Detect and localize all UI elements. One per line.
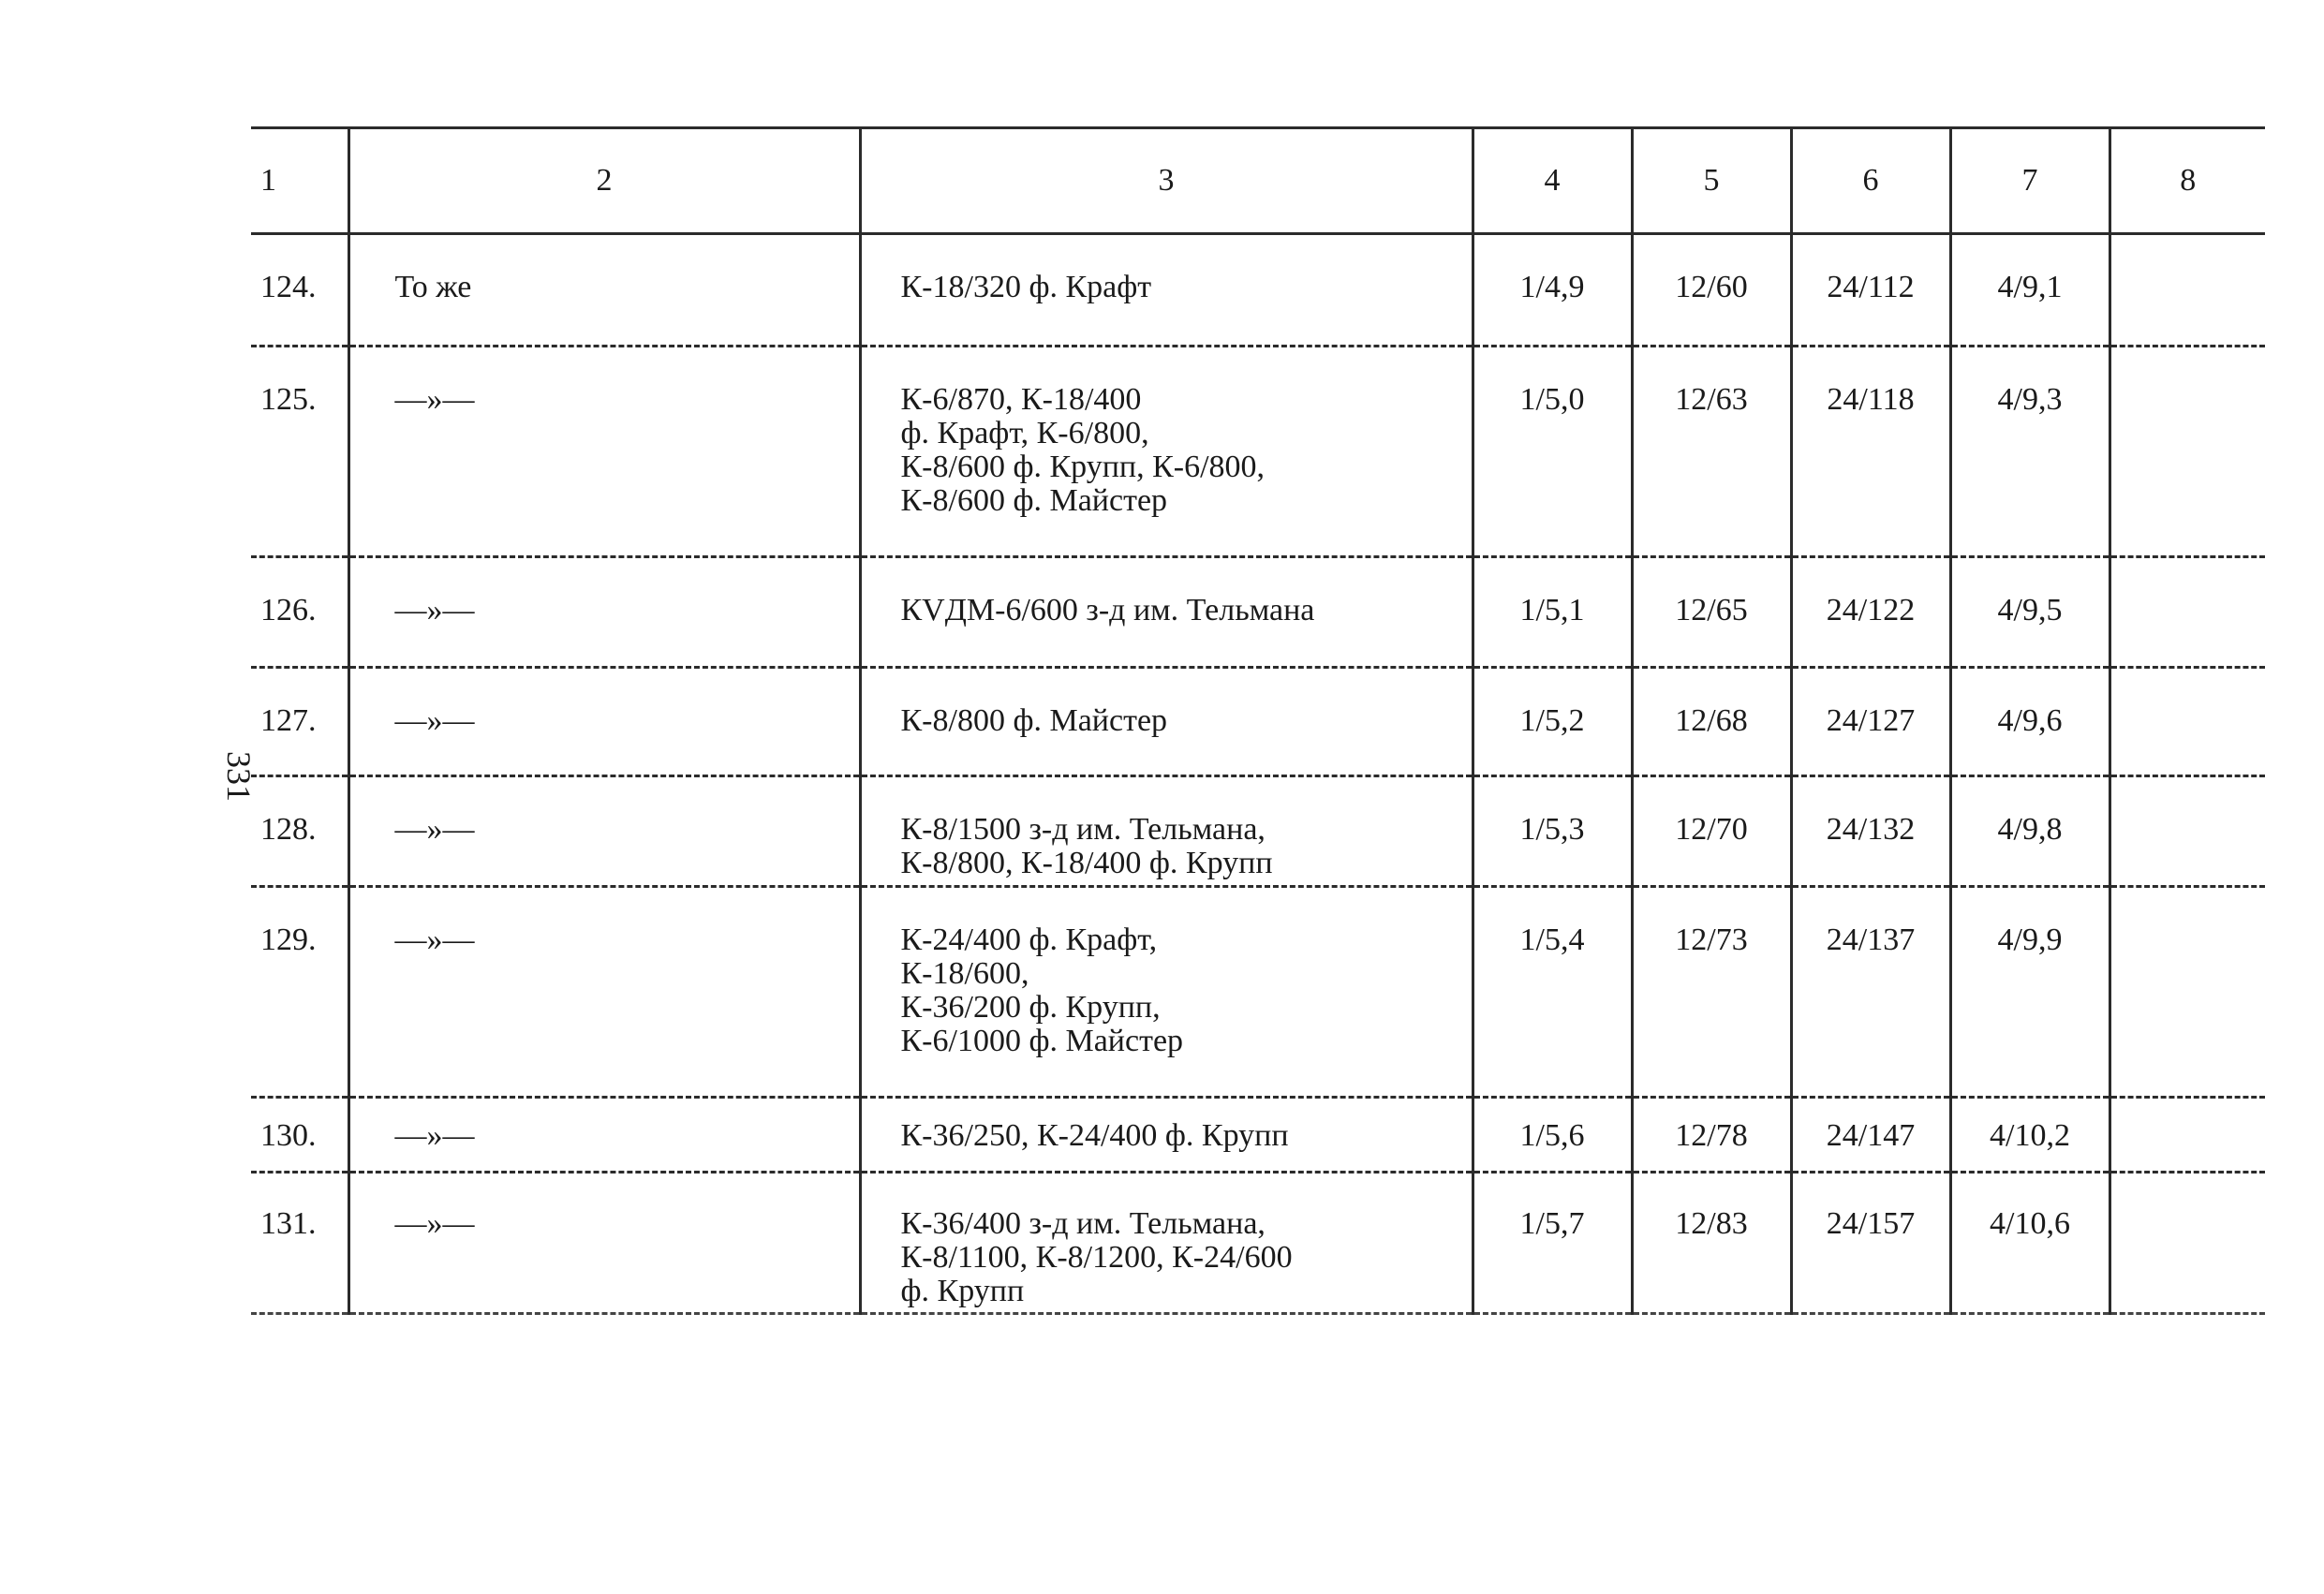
row-col-4: 1/5,1 (1519, 593, 1585, 627)
row-number: 128. (260, 812, 317, 847)
column-header-6: 6 (1791, 128, 1950, 234)
column-header-5: 5 (1632, 128, 1791, 234)
row-number: 130. (260, 1118, 317, 1153)
row-equipment: К-18/320 ф. Крафт (900, 270, 1152, 304)
row-col-8 (2111, 1173, 2266, 1207)
row-number: 126. (260, 593, 317, 627)
table-row (251, 887, 2265, 1098)
row-col-8 (2111, 235, 2266, 306)
row-col-7: 4/9,9 (1997, 922, 2063, 957)
row-col-7: 4/9,8 (1997, 812, 2063, 847)
table-row (251, 1098, 2265, 1173)
row-col-4: 1/5,7 (1519, 1206, 1585, 1241)
row-name: —»— (394, 922, 475, 957)
column-header-2: 2 (348, 128, 860, 234)
row-number: 129. (260, 922, 317, 957)
row-equipment: К-6/870, К-18/400 ф. Крафт, К-6/800, К-8/600 ф. Крупп, К-6/800, К-8/600 ф. Майстер (900, 382, 1266, 518)
row-col-8 (2111, 888, 2266, 959)
table-row (251, 557, 2265, 668)
page-number: 331 (220, 751, 258, 802)
row-equipment: К-36/250, К-24/400 ф. Крупп (900, 1118, 1289, 1153)
row-col-6: 24/122 (1826, 593, 1916, 627)
row-col-4: 1/5,6 (1519, 1118, 1585, 1153)
row-name: —»— (394, 593, 475, 627)
equipment-table (251, 126, 2265, 1315)
row-equipment: К-8/1500 з-д им. Тельмана, К-8/800, К-18/400 ф. Крупп (900, 812, 1273, 880)
row-col-5: 12/78 (1675, 1118, 1748, 1153)
row-col-4: 1/4,9 (1519, 270, 1585, 304)
row-col-6: 24/132 (1826, 812, 1916, 847)
header-row (251, 128, 2265, 234)
row-col-7: 4/9,3 (1997, 382, 2063, 417)
row-col-8 (2111, 777, 2266, 849)
row-col-5: 12/63 (1675, 382, 1748, 417)
row-col-8 (2111, 558, 2266, 629)
column-header-1: 1 (251, 128, 348, 234)
row-name: —»— (394, 1118, 475, 1153)
row-col-7: 4/9,6 (1997, 703, 2063, 738)
row-col-6: 24/118 (1827, 382, 1915, 417)
table-row (251, 234, 2265, 347)
row-col-4: 1/5,2 (1519, 703, 1585, 738)
row-name: —»— (394, 1206, 475, 1241)
row-col-7: 4/10,6 (1990, 1206, 2070, 1241)
column-header-3: 3 (860, 128, 1473, 234)
row-col-5: 12/73 (1675, 922, 1748, 957)
row-col-7: 4/9,5 (1997, 593, 2063, 627)
row-col-5: 12/65 (1675, 593, 1748, 627)
row-col-5: 12/60 (1675, 270, 1748, 304)
row-col-8 (2111, 669, 2266, 740)
row-name: —»— (394, 812, 475, 847)
table-row (251, 668, 2265, 776)
row-equipment: КVДМ-6/600 з-д им. Тельмана (900, 593, 1315, 627)
row-name: —»— (394, 703, 475, 738)
column-header-8: 8 (2109, 128, 2265, 234)
row-number: 124. (260, 270, 317, 304)
row-col-7: 4/10,2 (1990, 1118, 2070, 1153)
row-col-6: 24/137 (1826, 922, 1916, 957)
table-row (251, 1173, 2265, 1314)
row-col-8 (2111, 1099, 2266, 1119)
row-col-4: 1/5,4 (1519, 922, 1585, 957)
row-equipment: К-36/400 з-д им. Тельмана, К-8/1100, К-8/1200, К-24/600 ф. Крупп (900, 1206, 1293, 1308)
row-col-6: 24/157 (1826, 1206, 1916, 1241)
row-col-5: 12/68 (1675, 703, 1748, 738)
row-col-5: 12/83 (1675, 1206, 1748, 1241)
row-col-4: 1/5,3 (1519, 812, 1585, 847)
row-col-8 (2111, 347, 2266, 419)
table-row (251, 776, 2265, 887)
row-col-6: 24/127 (1826, 703, 1916, 738)
row-col-5: 12/70 (1675, 812, 1748, 847)
row-name: —»— (394, 382, 475, 417)
row-name: То же (394, 270, 472, 304)
row-number: 125. (260, 382, 317, 417)
row-col-4: 1/5,0 (1519, 382, 1585, 417)
row-number: 127. (260, 703, 317, 738)
row-number: 131. (260, 1206, 317, 1241)
table-row (251, 347, 2265, 557)
column-header-7: 7 (1950, 128, 2109, 234)
row-equipment: К-24/400 ф. Крафт, К-18/600, К-36/200 ф. Крупп, К-6/1000 ф. Майстер (900, 922, 1184, 1058)
column-header-4: 4 (1473, 128, 1632, 234)
row-equipment: К-8/800 ф. Майстер (900, 703, 1168, 738)
row-col-7: 4/9,1 (1997, 270, 2063, 304)
row-col-6: 24/112 (1827, 270, 1915, 304)
row-col-6: 24/147 (1826, 1118, 1916, 1153)
